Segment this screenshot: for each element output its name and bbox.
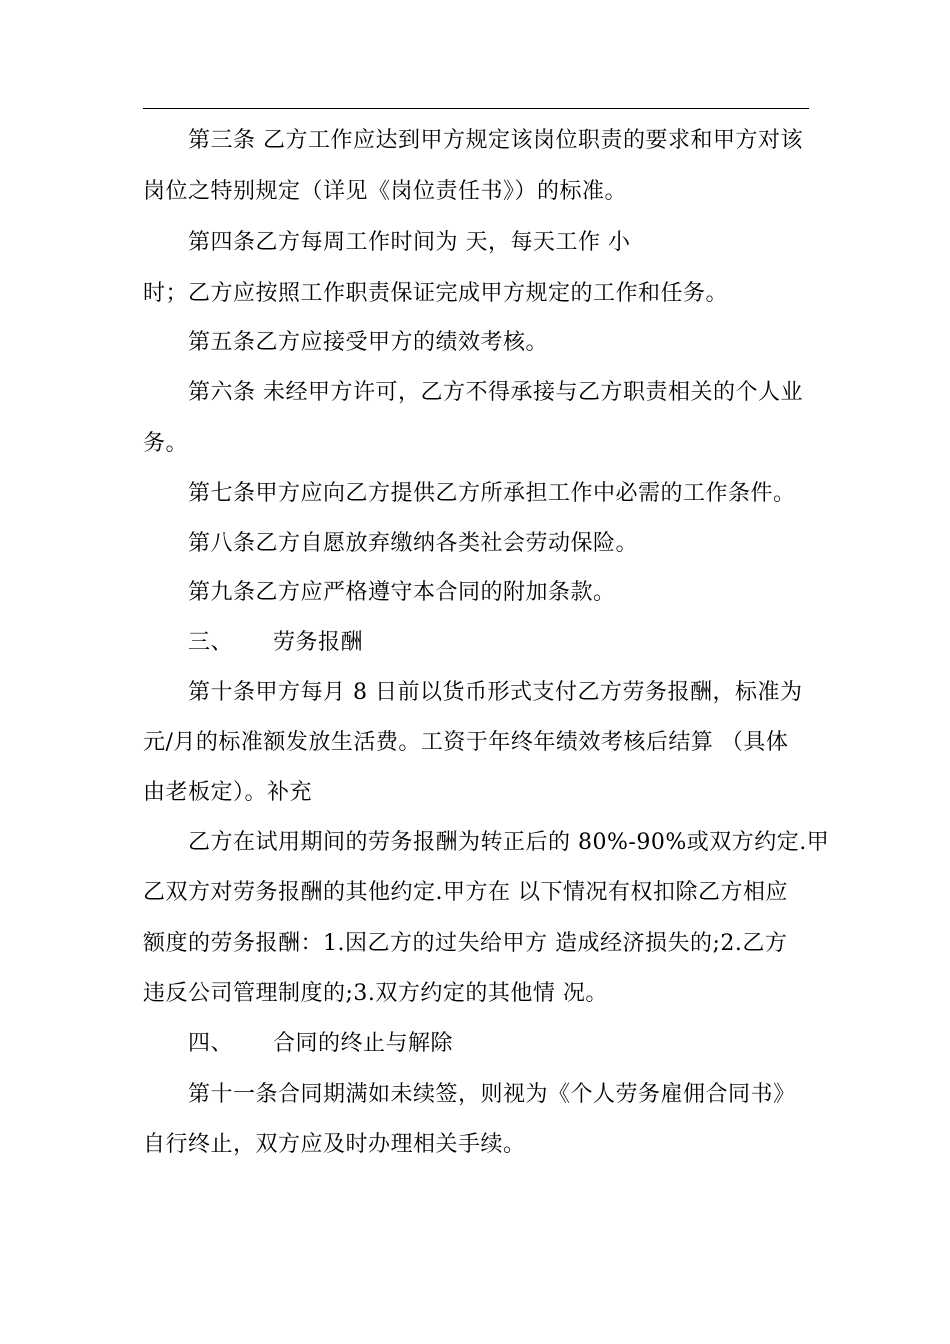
article-6-line-2: 务。 [143, 431, 189, 456]
probation-pay-line-1: 乙方在试用期间的劳务报酬为转正后的 80%-90%或双方约定.甲 [188, 830, 830, 855]
article-10-line-2: 元/月的标准额发放生活费。工资于年终年绩效考核后结算 （具体 [143, 730, 789, 755]
article-3-line-1: 第三条 乙方工作应达到甲方规定该岗位职责的要求和甲方对该 [188, 128, 803, 153]
header-rule [143, 108, 809, 109]
article-11-line-2: 自行终止，双方应及时办理相关手续。 [143, 1132, 526, 1157]
article-5-line-1: 第五条乙方应接受甲方的绩效考核。 [188, 330, 549, 355]
article-3-line-2: 岗位之特别规定（详见《岗位责任书》）的标准。 [143, 179, 628, 204]
section-4-title: 合同的终止与解除 [273, 1031, 454, 1056]
article-8-line-1: 第八条乙方自愿放弃缴纳各类社会劳动保险。 [188, 531, 639, 556]
section-3-title: 劳务报酬 [273, 630, 364, 655]
article-6-line-1: 第六条 未经甲方许可，乙方不得承接与乙方职责相关的个人业 [188, 380, 803, 405]
probation-pay-line-4: 违反公司管理制度的;3.双方约定的其他情 况。 [143, 981, 608, 1006]
article-11-line-1: 第十一条合同期满如未续签，则视为《个人劳务雇佣合同书》 [188, 1082, 796, 1107]
section-4-number: 四、 [188, 1031, 234, 1056]
article-4-line-1: 第四条乙方每周工作时间为 天，每天工作 小 [188, 230, 631, 255]
section-3-heading [188, 628, 363, 658]
article-10-line-3: 由老板定）。补充 [143, 780, 313, 805]
article-7-line-1: 第七条甲方应向乙方提供乙方所承担工作中必需的工作条件。 [188, 481, 796, 506]
article-4-line-2: 时；乙方应按照工作职责保证完成甲方规定的工作和任务。 [143, 281, 729, 306]
probation-pay-line-2: 乙双方对劳务报酬的其他约定.甲方在 以下情况有权扣除乙方相应 [143, 880, 788, 905]
article-10-line-1: 第十条甲方每月 8 日前以货币形式支付乙方劳务报酬，标准为 [188, 680, 803, 705]
section-4-heading [188, 1029, 453, 1059]
probation-pay-line-3: 额度的劳务报酬：1.因乙方的过失给甲方 造成经济损失的;2.乙方 [143, 931, 788, 956]
article-9-line-1: 第九条乙方应严格遵守本合同的附加条款。 [188, 580, 616, 605]
section-3-number: 三、 [188, 630, 234, 655]
